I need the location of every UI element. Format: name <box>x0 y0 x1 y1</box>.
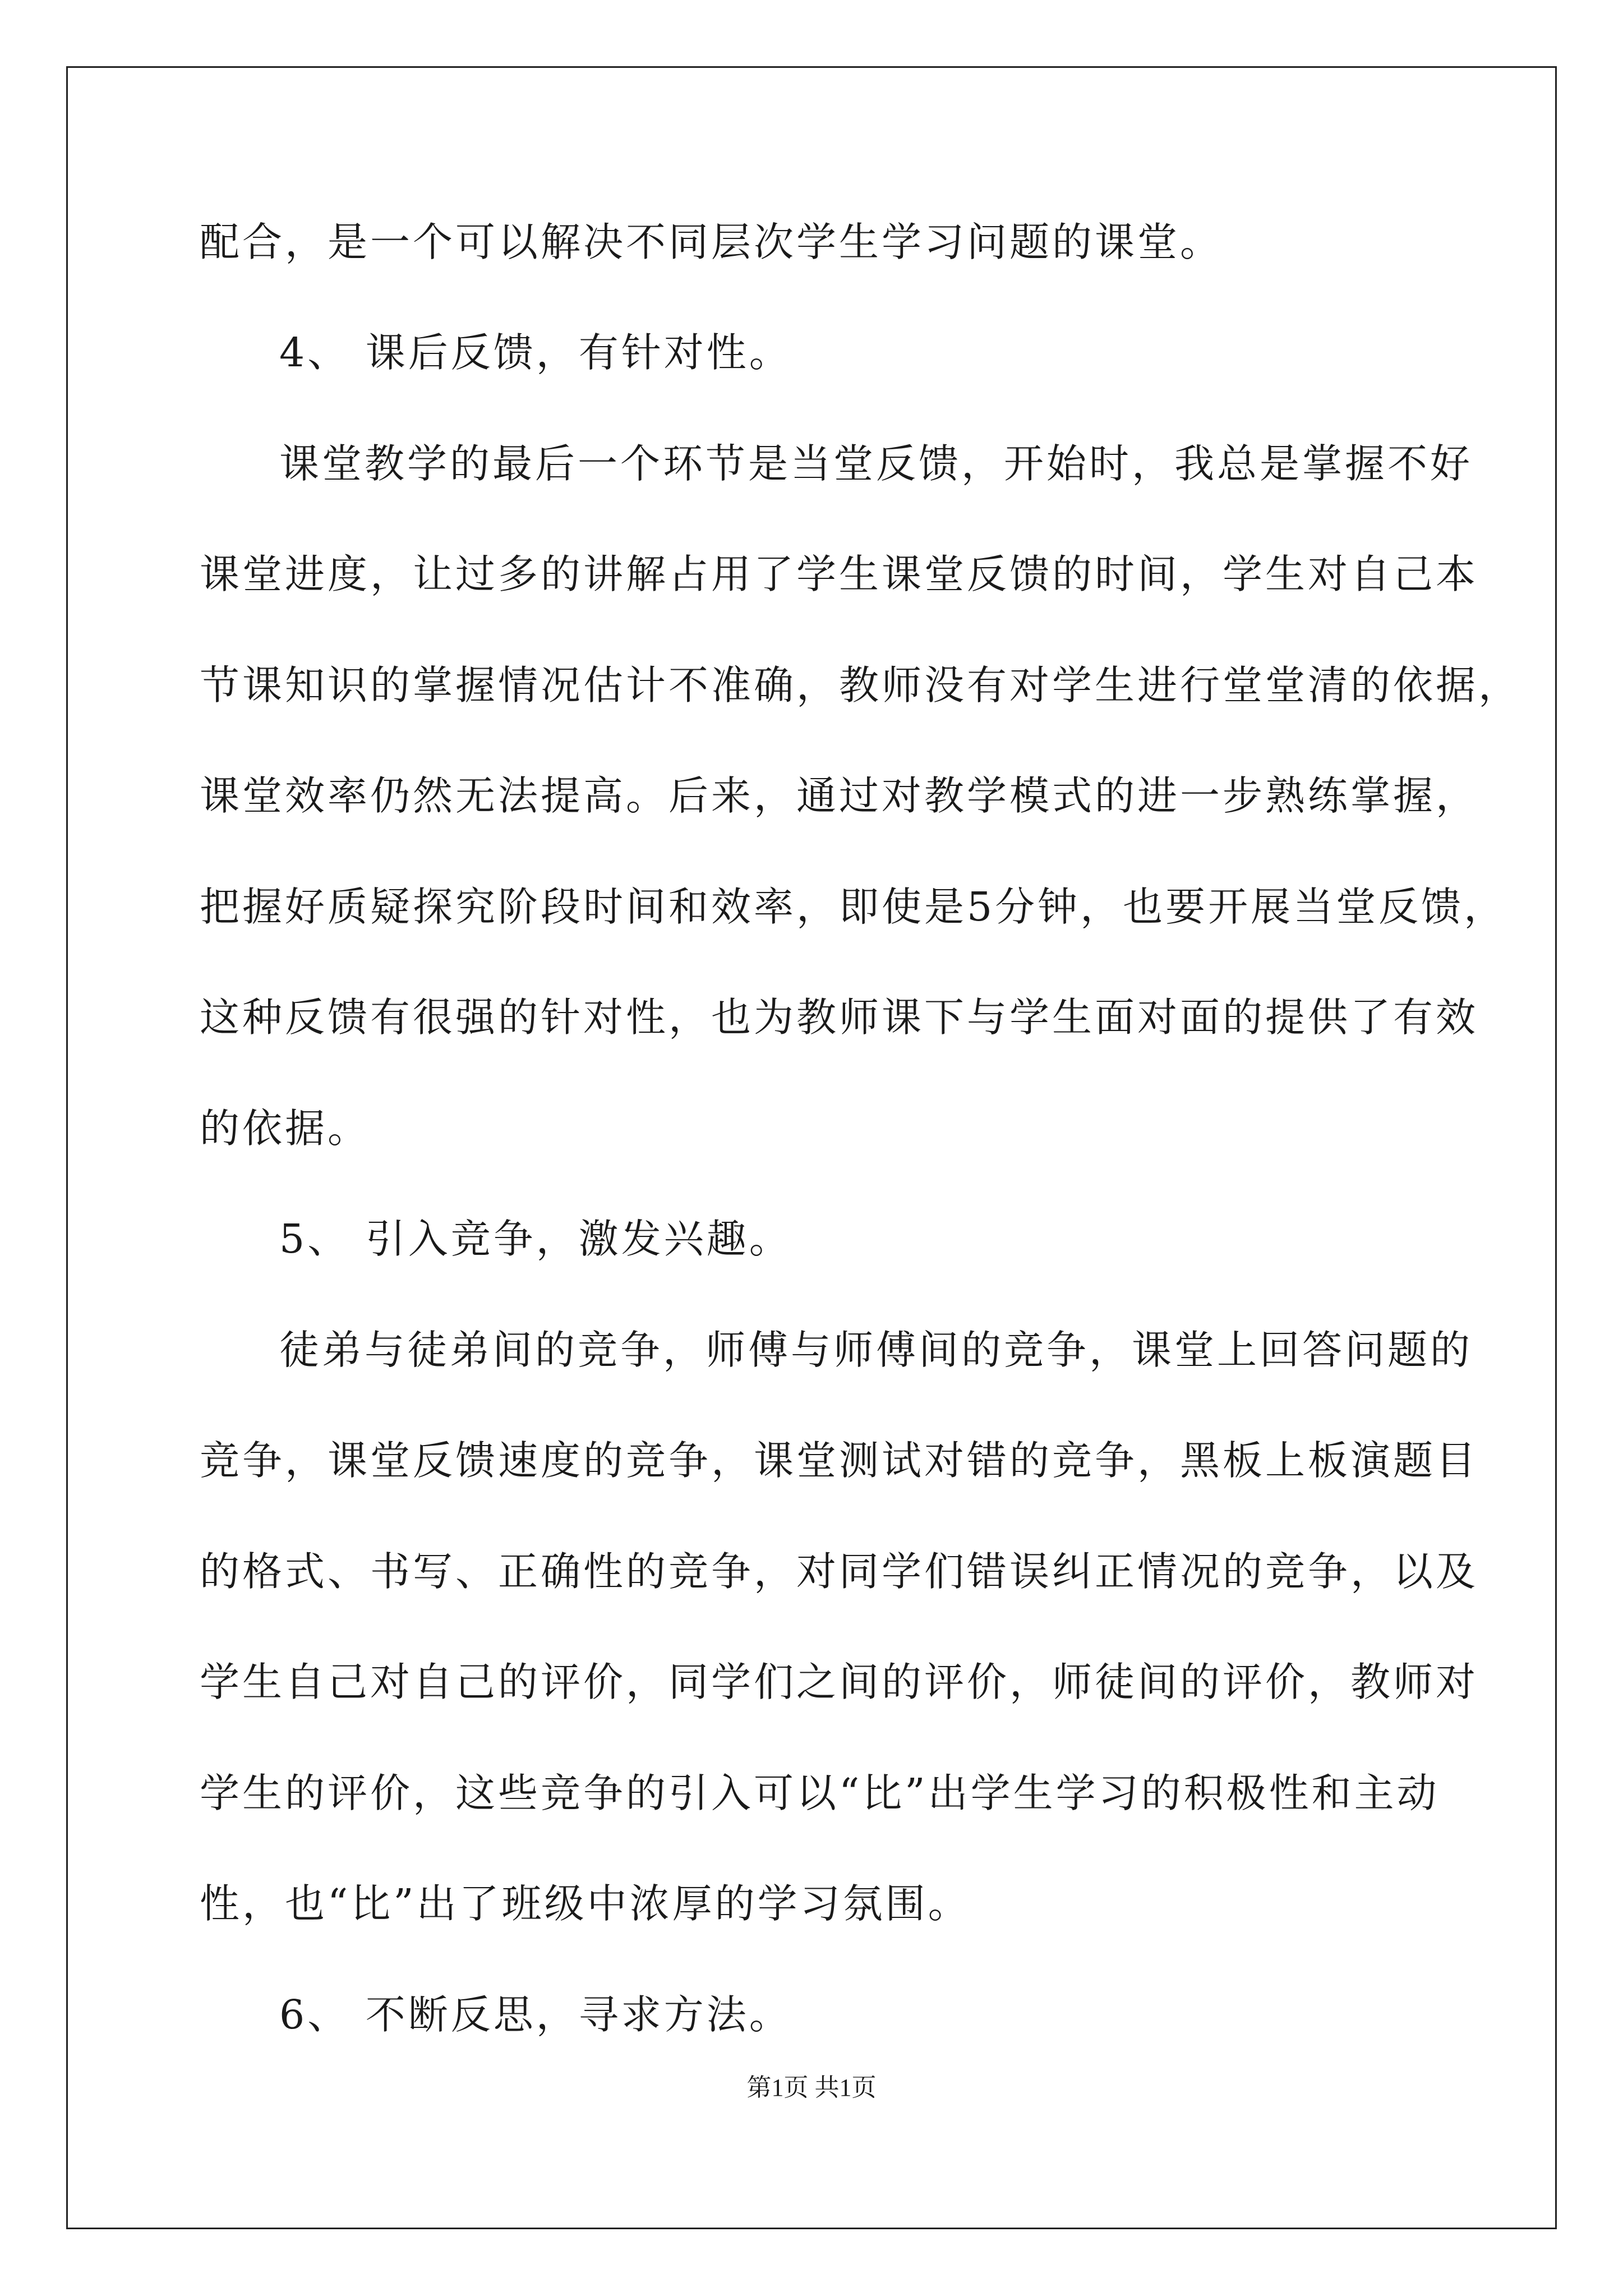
body-line-15: 学生的评价，这些竞争的引入可以“比”出学生学习的积极性和主动 <box>200 1770 1440 1816</box>
body-line-6: 课堂效率仍然无法提高。后来，通过对教学模式的进一步熟练掌握， <box>200 772 1479 819</box>
body-line-11: 徒弟与徒弟间的竞争，师傅与师傅间的竞争，课堂上回答问题的 <box>279 1327 1473 1373</box>
body-line-12: 竞争，课堂反馈速度的竞争，课堂测试对错的竞争，黑板上板演题目 <box>200 1437 1479 1484</box>
body-line-1: 配合，是一个可以解决不同层次学生学习问题的课堂。 <box>200 219 1223 265</box>
section-heading-5: 5、 引入竞争，激发兴趣。 <box>279 1216 792 1262</box>
body-line-4: 课堂进度，让过多的讲解占用了学生课堂反馈的时间，学生对自己本 <box>200 551 1479 597</box>
body-line-16: 性，也“比”出了班级中浓厚的学习氛围。 <box>200 1880 971 1927</box>
body-line-13: 的格式、书写、正确性的竞争，对同学们错误纠正情况的竞争，以及 <box>200 1548 1479 1595</box>
body-line-8: 这种反馈有很强的针对性，也为教师课下与学生面对面的提供了有效 <box>200 994 1479 1041</box>
section-heading-6: 6、 不断反思，寻求方法。 <box>279 1991 792 2038</box>
body-line-3: 课堂教学的最后一个环节是当堂反馈，开始时，我总是掌握不好 <box>279 440 1473 487</box>
section-heading-4: 4、 课后反馈，有针对性。 <box>279 329 792 376</box>
body-line-5: 节课知识的掌握情况估计不准确，教师没有对学生进行堂堂清的依据， <box>200 662 1521 708</box>
page-number-footer: 第1页 共1页 <box>746 2074 877 2101</box>
body-line-14: 学生自己对自己的评价，同学们之间的评价，师徒间的评价，教师对 <box>200 1659 1479 1705</box>
body-line-7: 把握好质疑探究阶段时间和效率，即使是5分钟，也要开展当堂反馈， <box>200 884 1507 930</box>
body-line-9: 的依据。 <box>200 1105 371 1152</box>
